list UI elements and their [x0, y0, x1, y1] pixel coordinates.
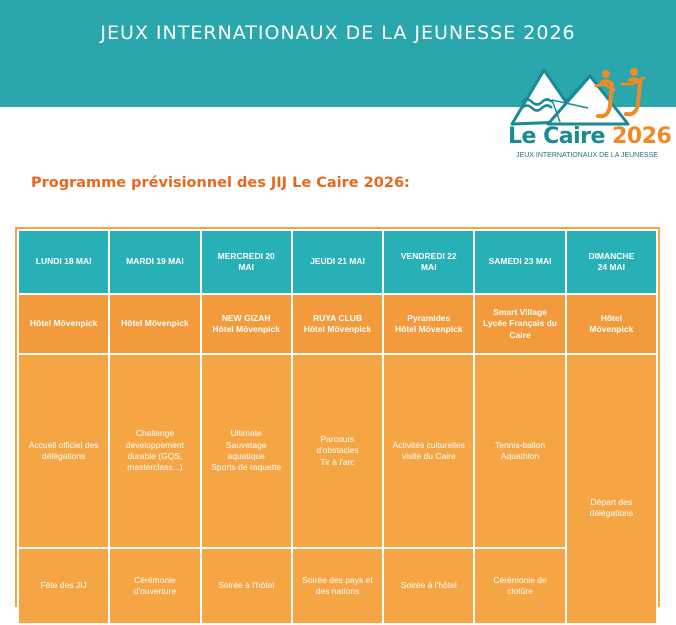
activity-cell: Tennis-ballon Aquathlon [474, 354, 565, 548]
evening-cell: Soirée des pays et des nations [292, 548, 383, 624]
activity-cell: Challenge developpement durable (GQS, masterclass...) [109, 354, 200, 548]
venue-cell: Hôtel Mövenpick [566, 294, 657, 354]
day-header: VENDREDI 22 MAI [383, 230, 474, 294]
venue-cell: RUYA CLUB Hôtel Mövenpick [292, 294, 383, 354]
table-row-venues [18, 294, 657, 354]
table-row-activities [18, 354, 657, 548]
logo-subtitle: JEUX INTERNATIONAUX DE LA JEUNESSE [516, 152, 658, 159]
evening-cell: Soirée à l'hôtel [383, 548, 474, 624]
day-header: LUNDI 18 MAI [18, 230, 109, 294]
evening-cell: Cérémonie d'ouverture [109, 548, 200, 624]
venue-cell: Hôtel Mövenpick [18, 294, 109, 354]
venue-cell: Hôtel Mövenpick [109, 294, 200, 354]
table-row-evenings [18, 548, 657, 624]
activity-cell: Ultimate Sauvetage aquatique Sports de raquette [201, 354, 292, 548]
mountain-logo-icon [508, 62, 666, 132]
activity-cell: Parcours d'obstacles Tir à l'arc [292, 354, 383, 548]
day-header: JEUDI 21 MAI [292, 230, 383, 294]
activity-cell: Activités culturelles visite du Caire [383, 354, 474, 548]
logo-year: 2026 [612, 124, 672, 149]
logo-city: Le Caire [508, 124, 605, 149]
venue-cell: Smart Village Lycée Français du Caire [474, 294, 565, 354]
event-logo [508, 62, 672, 168]
day-header: MERCREDI 20 MAI [201, 230, 292, 294]
table-row-days [18, 230, 657, 294]
day-header: SAMEDI 23 MAI [474, 230, 565, 294]
banner-title: JEUX INTERNATIONAUX DE LA JEUNESSE 2026 [100, 22, 576, 44]
venue-cell: NEW GIZAH Hôtel Mövenpick [201, 294, 292, 354]
day-header: DIMANCHE 24 MAI [566, 230, 657, 294]
evening-cell: Soirée à l'hôtel [201, 548, 292, 624]
schedule-table [15, 227, 660, 607]
day-header: MARDI 19 MAI [109, 230, 200, 294]
activity-cell: Accueil officiel des délégations [18, 354, 109, 548]
evening-cell: Cérémonie de clotûre [474, 548, 565, 624]
page-heading: Programme prévisionnel des JIJ Le Caire 2026: [31, 175, 410, 191]
evening-cell: Fête des JIJ [18, 548, 109, 624]
venue-cell: Pyramides Hôtel Mövenpick [383, 294, 474, 354]
logo-name [508, 124, 672, 149]
departure-cell: Départ des délégations [566, 354, 657, 624]
